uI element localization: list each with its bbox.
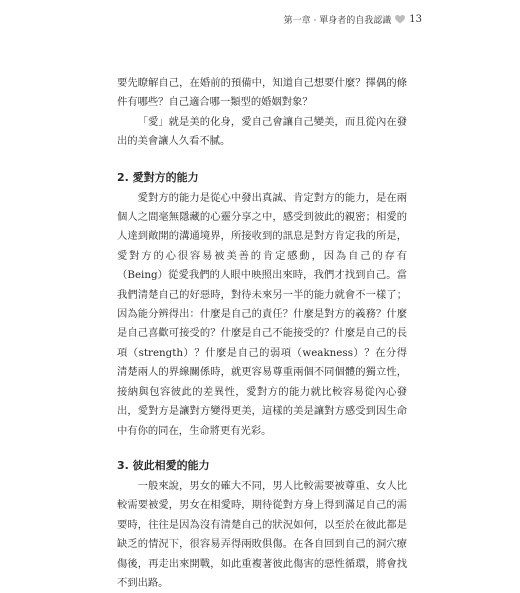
paragraph: 愛對方的能力是從心中發出真誠、肯定對方的能力，是在兩個人之間毫無隱藏的心靈分享之中，感受到彼此的親密；相愛的人達到敞開的溝通境界，所接收到的訊息是對方肯定我的所是，愛對方的心很容易被美善的肯定感動，因為自己的存有（Being）從愛我們的人眼中映照出來時，我們才找到自己。當我們清楚自己的好惡時，對待未來另一半的能力就會不一樣了；因為能分辨得出：什麼是自己的責任？什麼是對方的義務？什麼是自己喜歡可接受的？什麼是自己不能接受的？什麼是自己的長項（strength）？什麼是自己的弱項（weakness）？在分得清楚兩人的界線關係時，就更容易尊重兩個不同個體的獨立性，接納與包容彼此的差異性，愛對方的能力就比較容易從內心發出，愛對方是讓對方變得更美，這樣的美是讓對方感受到因生命中有你的同在，生命將更有光彩。 [117, 191, 407, 437]
chapter-title: 第一章 · 單身者的自我認識 [283, 16, 392, 26]
section-heading: 2. 愛對方的能力 [117, 170, 199, 184]
paragraph: 一般來說，男女的確大不同，男人比較需要被尊重、女人比較需要被愛，男女在相愛時，期待從對方身上得到滿足自己的需要時，往往是因為沒有清楚自己的狀況如何，以至於在彼此都是缺乏的情況下，很容易弄得兩敗俱傷。在各自回到自己的洞穴療傷後，再走出來開戰，如此重複著彼此傷害的惡性循環，將會找不到出路。 [117, 479, 407, 589]
page-body [117, 74, 407, 593]
page-number: 13 [409, 14, 422, 25]
section-heading: 3. 彼此相愛的能力 [117, 458, 210, 472]
paragraph: 要先瞭解自己，在婚前的預備中，知道自己想要什麼？擇偶的條件有哪些？自己適合哪一類型的婚姻對象？ [117, 77, 407, 109]
running-header [284, 13, 422, 26]
paragraph: 「愛」就是美的化身，愛自己會讓自己變美，而且從內在發出的美會讓人久看不膩。 [117, 115, 407, 148]
heart-icon [395, 15, 405, 24]
